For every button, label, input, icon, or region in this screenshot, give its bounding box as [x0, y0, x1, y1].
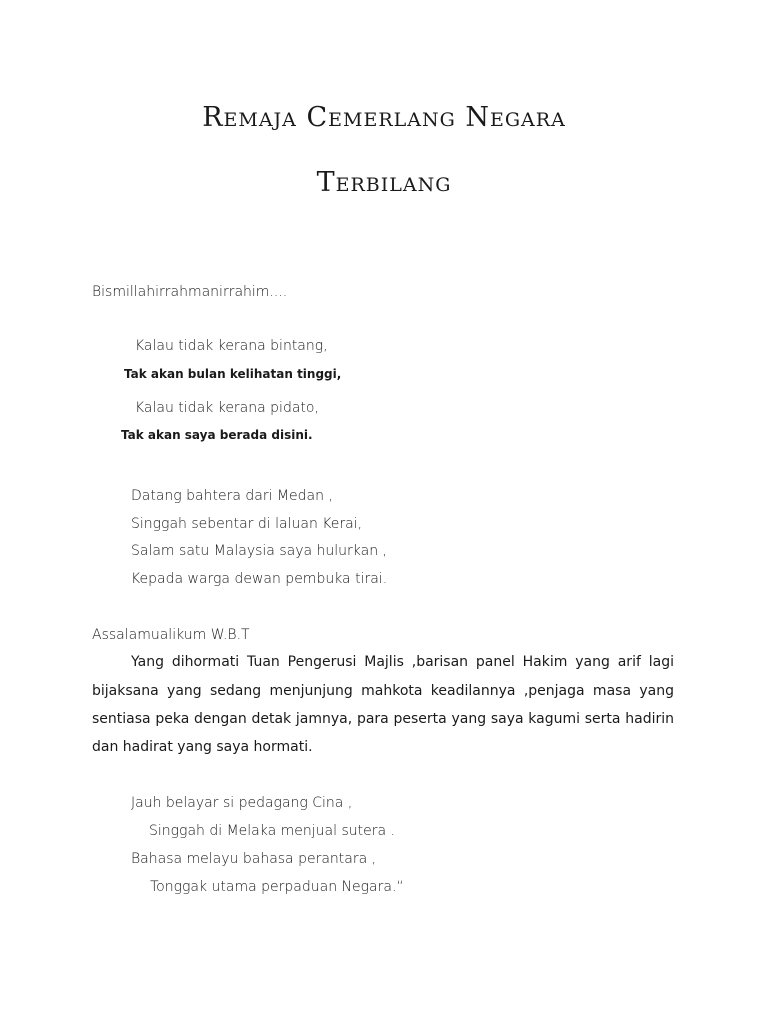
- pantun3-line-4: Tonggak utama perpaduan Negara.“: [150, 879, 404, 895]
- pantun2-line-1: Datang bahtera dari Medan ,: [131, 488, 333, 504]
- pantun1-line-1: Kalau tidak kerana bintang,: [135, 338, 328, 354]
- paragraph-line-4: dan hadirat yang saya hormati.: [92, 739, 313, 755]
- pantun2-line-2: Singgah sebentar di laluan Kerai,: [131, 516, 363, 532]
- paragraph-line-2: bijaksana yang sedang menjunjung mahkota keadilannya ,penjaga masa yang: [92, 683, 674, 699]
- opening-line: Bismillahirrahmanirrahim....: [92, 284, 288, 300]
- pantun1-line-2: Tak akan bulan kelihatan tinggi,: [124, 367, 342, 381]
- pantun1-line-3: Kalau tidak kerana pidato,: [135, 400, 319, 416]
- pantun1-line-4: Tak akan saya berada disini.: [121, 428, 313, 442]
- pantun2-line-3: Salam satu Malaysia saya hulurkan ,: [131, 543, 387, 559]
- greeting-line: Assalamualikum W.B.T: [92, 627, 250, 643]
- title-line-2: Terbilang: [316, 167, 452, 198]
- pantun2-line-4: Kepada warga dewan pembuka tirai.: [131, 571, 388, 587]
- title-line-1: Remaja Cemerlang Negara: [202, 102, 566, 133]
- pantun3-line-2: Singgah di Melaka menjual sutera .: [149, 823, 395, 839]
- paragraph-line-3: sentiasa peka dengan detak jamnya, para peserta yang saya kagumi serta hadirin: [92, 711, 674, 727]
- pantun3-line-1: Jauh belayar si pedagang Cina ,: [131, 795, 353, 811]
- pantun3-line-3: Bahasa melayu bahasa perantara ,: [131, 851, 377, 867]
- paragraph-line-1: Yang dihormati Tuan Pengerusi Majlis ,barisan panel Hakim yang arif lagi: [131, 654, 674, 670]
